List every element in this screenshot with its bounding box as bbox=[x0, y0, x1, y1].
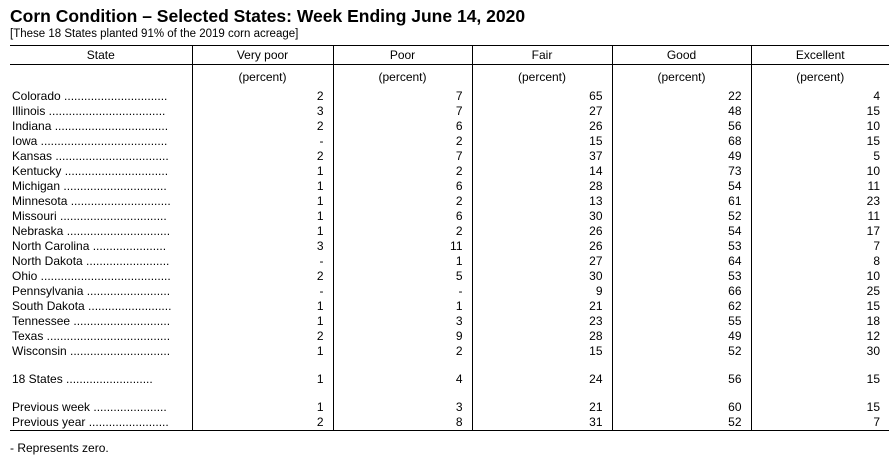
value-cell: 8 bbox=[751, 254, 889, 269]
value-cell: 2 bbox=[333, 164, 472, 179]
value-cell: 9 bbox=[333, 329, 472, 344]
value-cell: 13 bbox=[472, 194, 612, 209]
state-name-cell: Pennsylvania ......................... bbox=[12, 284, 171, 298]
spacer-cell bbox=[10, 359, 192, 372]
table-row bbox=[10, 89, 889, 104]
value-cell: 22 bbox=[612, 89, 751, 104]
value-cell: 6 bbox=[333, 209, 472, 224]
unit-cell: (percent) bbox=[612, 65, 751, 90]
spacer-cell bbox=[472, 359, 612, 372]
unit-cell: (percent) bbox=[192, 65, 333, 90]
value-cell: 23 bbox=[472, 314, 612, 329]
state-name-cell: Iowa ...................................... bbox=[12, 134, 168, 148]
value-cell: 6 bbox=[333, 179, 472, 194]
value-cell: - bbox=[192, 284, 333, 299]
value-cell: 2 bbox=[333, 134, 472, 149]
value-cell: - bbox=[192, 134, 333, 149]
table-row bbox=[10, 344, 889, 359]
spacer-cell bbox=[333, 359, 472, 372]
table-row bbox=[10, 149, 889, 164]
state-name-cell: Texas ..................................... bbox=[12, 329, 171, 343]
col-header-state: State bbox=[10, 46, 192, 65]
spacer-cell bbox=[333, 387, 472, 400]
value-cell: 2 bbox=[192, 149, 333, 164]
value-cell: 26 bbox=[472, 239, 612, 254]
value-cell: 1 bbox=[192, 224, 333, 239]
value-cell: 73 bbox=[612, 164, 751, 179]
value-cell: 52 bbox=[612, 344, 751, 359]
value-cell: 27 bbox=[472, 254, 612, 269]
value-cell: 10 bbox=[751, 164, 889, 179]
value-cell: 7 bbox=[333, 149, 472, 164]
value-cell: 7 bbox=[333, 104, 472, 119]
value-cell: 54 bbox=[612, 224, 751, 239]
value-cell: 28 bbox=[472, 329, 612, 344]
value-cell: 2 bbox=[192, 119, 333, 134]
value-cell: 23 bbox=[751, 194, 889, 209]
value-cell: 54 bbox=[612, 179, 751, 194]
value-cell: 1 bbox=[192, 194, 333, 209]
state-name-cell: Indiana .................................. bbox=[12, 119, 169, 133]
value-cell: 1 bbox=[333, 299, 472, 314]
spacer-cell bbox=[10, 387, 192, 400]
value-cell: 7 bbox=[751, 415, 889, 431]
spacer-row bbox=[10, 387, 889, 400]
value-cell: 2 bbox=[333, 194, 472, 209]
condition-table bbox=[10, 45, 889, 431]
table-row bbox=[10, 284, 889, 299]
spacer-cell bbox=[612, 387, 751, 400]
value-cell: 11 bbox=[333, 239, 472, 254]
unit-cell: (percent) bbox=[333, 65, 472, 90]
state-name-cell: Ohio ....................................... bbox=[12, 269, 171, 283]
spacer-cell bbox=[472, 387, 612, 400]
value-cell: 66 bbox=[612, 284, 751, 299]
value-cell: 56 bbox=[612, 372, 751, 387]
value-cell: - bbox=[192, 254, 333, 269]
unit-cell: (percent) bbox=[472, 65, 612, 90]
value-cell: 1 bbox=[192, 164, 333, 179]
state-name-cell: Nebraska ............................... bbox=[12, 224, 171, 238]
value-cell: 2 bbox=[333, 224, 472, 239]
value-cell: 1 bbox=[192, 372, 333, 387]
value-cell: 26 bbox=[472, 224, 612, 239]
value-cell: 26 bbox=[472, 119, 612, 134]
value-cell: 11 bbox=[751, 179, 889, 194]
state-name-cell: Kansas .................................. bbox=[12, 149, 169, 163]
state-name-cell: Illinois ................................... bbox=[12, 104, 166, 118]
table-row bbox=[10, 314, 889, 329]
value-cell: 14 bbox=[472, 164, 612, 179]
state-name-cell: 18 States .......................... bbox=[12, 372, 153, 386]
unit-row bbox=[10, 65, 889, 90]
value-cell: 3 bbox=[333, 314, 472, 329]
table-row bbox=[10, 134, 889, 149]
unit-cell: (percent) bbox=[751, 65, 889, 90]
value-cell: 2 bbox=[192, 89, 333, 104]
value-cell: 2 bbox=[333, 344, 472, 359]
value-cell: 2 bbox=[192, 329, 333, 344]
value-cell: 30 bbox=[472, 269, 612, 284]
page-subtitle: [These 18 States planted 91% of the 2019 corn acreage] bbox=[10, 28, 299, 40]
footnote: - Represents zero. bbox=[10, 441, 109, 455]
value-cell: 48 bbox=[612, 104, 751, 119]
value-cell: 28 bbox=[472, 179, 612, 194]
value-cell: 1 bbox=[333, 254, 472, 269]
value-cell: 53 bbox=[612, 269, 751, 284]
value-cell: 3 bbox=[192, 239, 333, 254]
spacer-cell bbox=[612, 359, 751, 372]
value-cell: 5 bbox=[751, 149, 889, 164]
value-cell: 4 bbox=[751, 89, 889, 104]
table-row bbox=[10, 415, 889, 431]
state-name-cell: Previous week ...................... bbox=[12, 400, 167, 414]
state-name-cell: Minnesota .............................. bbox=[12, 194, 171, 208]
value-cell: 25 bbox=[751, 284, 889, 299]
value-cell: 1 bbox=[192, 299, 333, 314]
table-row bbox=[10, 209, 889, 224]
col-header-excellent: Excellent bbox=[751, 46, 889, 65]
col-header-fair: Fair bbox=[472, 46, 612, 65]
table-row bbox=[10, 104, 889, 119]
value-cell: 15 bbox=[751, 104, 889, 119]
value-cell: 1 bbox=[192, 344, 333, 359]
value-cell: 49 bbox=[612, 329, 751, 344]
value-cell: 1 bbox=[192, 209, 333, 224]
state-name-cell: Tennessee ............................. bbox=[12, 314, 171, 328]
table-row bbox=[10, 119, 889, 134]
unit-cell-state bbox=[10, 65, 192, 90]
value-cell: 3 bbox=[192, 104, 333, 119]
page-title: Corn Condition – Selected States: Week Ending June 14, 2020 bbox=[10, 6, 526, 26]
value-cell: 12 bbox=[751, 329, 889, 344]
value-cell: 31 bbox=[472, 415, 612, 431]
spacer-cell bbox=[192, 387, 333, 400]
state-name-cell: North Carolina ...................... bbox=[12, 239, 167, 253]
value-cell: 15 bbox=[751, 400, 889, 415]
value-cell: 11 bbox=[751, 209, 889, 224]
value-cell: 3 bbox=[333, 400, 472, 415]
value-cell: 56 bbox=[612, 119, 751, 134]
table-row bbox=[10, 239, 889, 254]
value-cell: 64 bbox=[612, 254, 751, 269]
value-cell: - bbox=[333, 284, 472, 299]
state-name-cell: Michigan ............................... bbox=[12, 179, 167, 193]
value-cell: 27 bbox=[472, 104, 612, 119]
col-header-good: Good bbox=[612, 46, 751, 65]
spacer-row bbox=[10, 359, 889, 372]
value-cell: 1 bbox=[192, 314, 333, 329]
value-cell: 7 bbox=[751, 239, 889, 254]
value-cell: 1 bbox=[192, 400, 333, 415]
value-cell: 37 bbox=[472, 149, 612, 164]
table-row bbox=[10, 254, 889, 269]
value-cell: 52 bbox=[612, 209, 751, 224]
table-row bbox=[10, 179, 889, 194]
state-name-cell: Colorado ............................... bbox=[12, 89, 168, 103]
value-cell: 55 bbox=[612, 314, 751, 329]
value-cell: 10 bbox=[751, 119, 889, 134]
value-cell: 49 bbox=[612, 149, 751, 164]
spacer-cell bbox=[751, 387, 889, 400]
value-cell: 2 bbox=[192, 415, 333, 431]
value-cell: 21 bbox=[472, 400, 612, 415]
value-cell: 7 bbox=[333, 89, 472, 104]
value-cell: 30 bbox=[472, 209, 612, 224]
state-name-cell: Previous year ........................ bbox=[10, 415, 192, 431]
value-cell: 15 bbox=[751, 134, 889, 149]
spacer-cell bbox=[751, 359, 889, 372]
state-name-cell: South Dakota ......................... bbox=[12, 299, 172, 313]
value-cell: 10 bbox=[751, 269, 889, 284]
total-row bbox=[10, 372, 889, 387]
value-cell: 52 bbox=[612, 415, 751, 431]
value-cell: 15 bbox=[472, 134, 612, 149]
value-cell: 15 bbox=[751, 299, 889, 314]
table-row bbox=[10, 224, 889, 239]
value-cell: 4 bbox=[333, 372, 472, 387]
state-name-cell: Missouri ................................ bbox=[12, 209, 167, 223]
value-cell: 21 bbox=[472, 299, 612, 314]
col-header-poor: Poor bbox=[333, 46, 472, 65]
value-cell: 1 bbox=[192, 179, 333, 194]
state-name-cell: Kentucky ............................... bbox=[12, 164, 169, 178]
value-cell: 68 bbox=[612, 134, 751, 149]
value-cell: 30 bbox=[751, 344, 889, 359]
table-row bbox=[10, 269, 889, 284]
value-cell: 15 bbox=[751, 372, 889, 387]
table-body bbox=[10, 65, 889, 431]
value-cell: 24 bbox=[472, 372, 612, 387]
col-header-very-poor: Very poor bbox=[192, 46, 333, 65]
state-name-cell: North Dakota ......................... bbox=[12, 254, 170, 268]
table-row bbox=[10, 329, 889, 344]
value-cell: 62 bbox=[612, 299, 751, 314]
table-row bbox=[10, 194, 889, 209]
value-cell: 2 bbox=[192, 269, 333, 284]
value-cell: 15 bbox=[472, 344, 612, 359]
value-cell: 53 bbox=[612, 239, 751, 254]
value-cell: 6 bbox=[333, 119, 472, 134]
value-cell: 65 bbox=[472, 89, 612, 104]
spacer-cell bbox=[192, 359, 333, 372]
value-cell: 18 bbox=[751, 314, 889, 329]
value-cell: 17 bbox=[751, 224, 889, 239]
value-cell: 9 bbox=[472, 284, 612, 299]
value-cell: 8 bbox=[333, 415, 472, 431]
value-cell: 5 bbox=[333, 269, 472, 284]
table-row bbox=[10, 299, 889, 314]
value-cell: 61 bbox=[612, 194, 751, 209]
table-row bbox=[10, 164, 889, 179]
header-row bbox=[10, 46, 889, 65]
value-cell: 60 bbox=[612, 400, 751, 415]
table-row bbox=[10, 400, 889, 415]
state-name-cell: Wisconsin .............................. bbox=[12, 344, 171, 358]
